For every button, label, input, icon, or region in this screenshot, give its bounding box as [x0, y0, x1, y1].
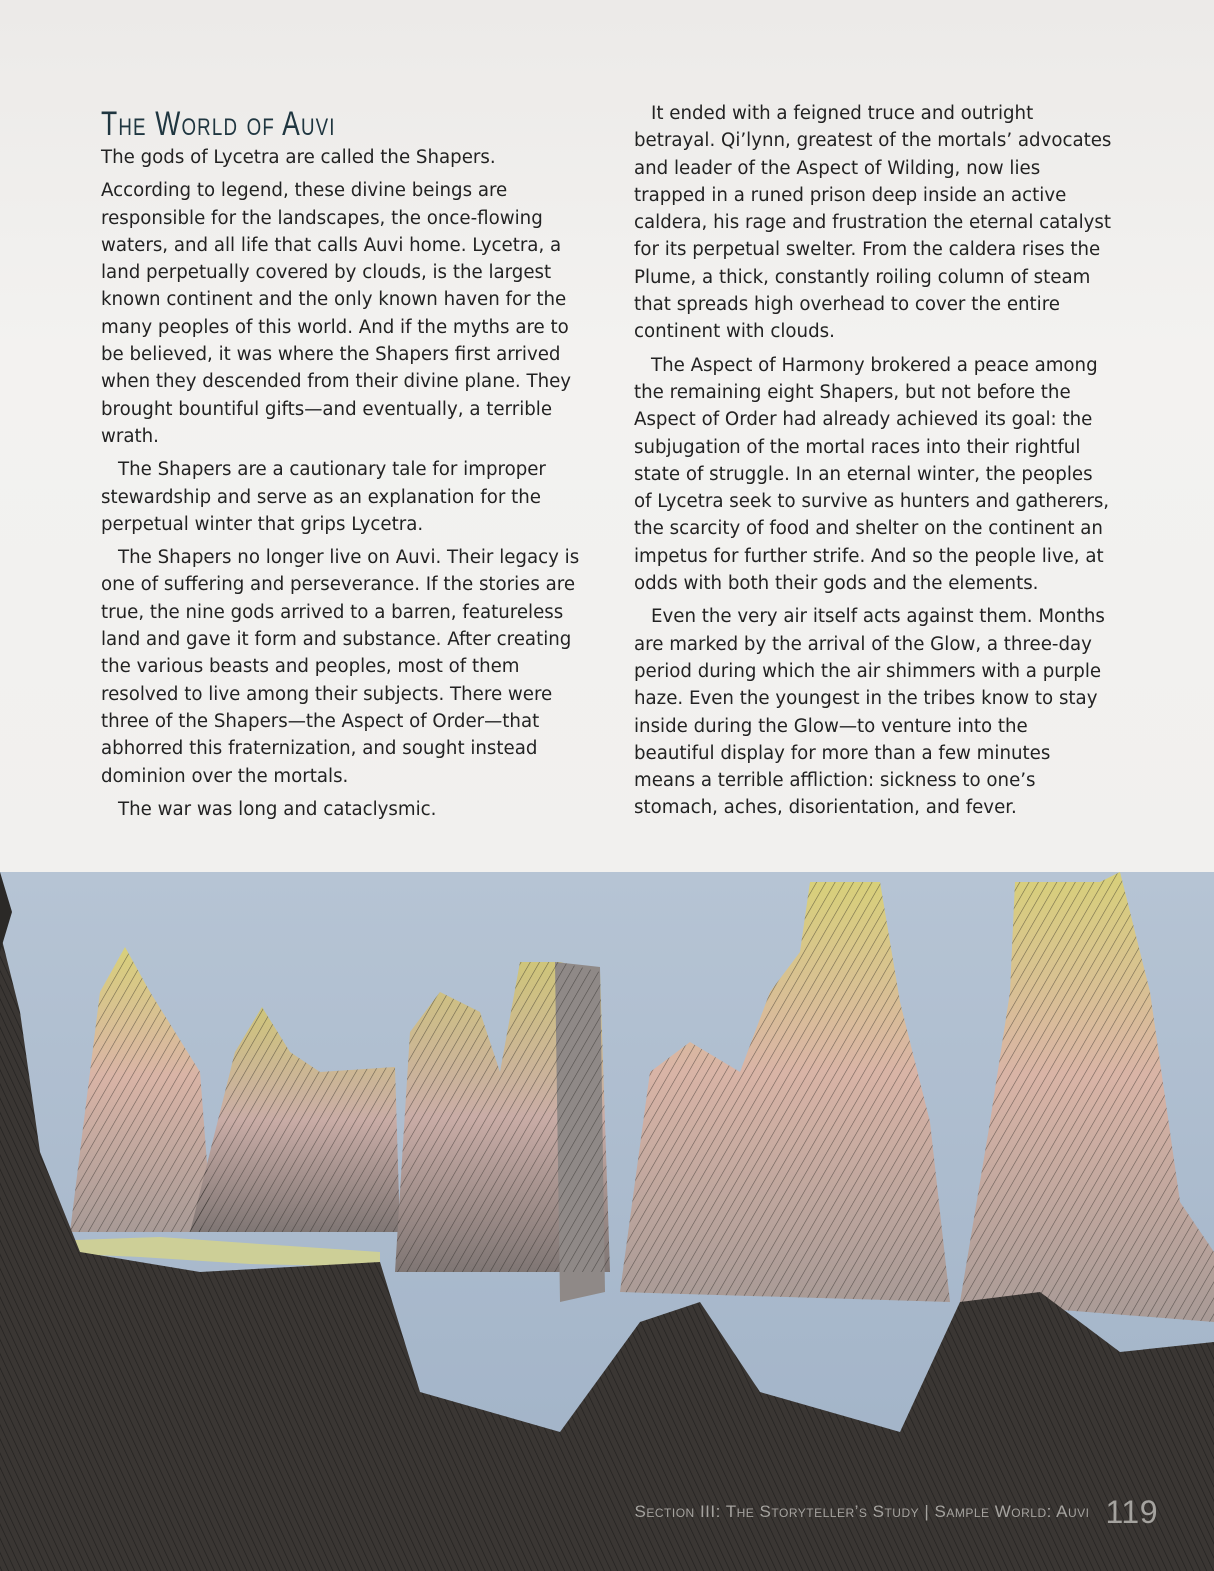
paragraph: It ended with a feigned truce and outright betrayal. Qi’lynn, greatest of the mortals’ advocates and leader of the Aspect of Wilding, now lies trapped in a runed prison deep inside an active caldera, his rage and frustration the eternal catalyst for its perpetual swelter. From the caldera rises the Plume, a thick, constantly roiling column of steam that spreads high overhead to cover the entire continent with clouds.: [634, 103, 1112, 343]
right-column: [634, 100, 1114, 828]
landscape-illustration: [0, 872, 1214, 1571]
paragraph: Even the very air itself acts against them. Months are marked by the arrival of the Glow, a three-day period during which the air shimmers with a purple haze. Even the youngest in the tribes know to stay inside during the Glow—to venture into the beautiful display for more than a few minutes means a terrible affliction: sickness to one’s stomach, aches, disorientation, and fever.: [634, 606, 1105, 819]
left-column: [101, 100, 581, 829]
page-number: 119: [1105, 1494, 1158, 1530]
paragraph: The Aspect of Harmony brokered a peace among the remaining eight Shapers, but not before the Aspect of Order had already achieved its goal: the subjugation of the mortal races into their rightful state of struggle. In an eternal winter, the peoples of Lycetra seek to survive as hunters and gatherers, the scarcity of food and shelter on the continent an impetus for further strife. And so the people live, at odds with both their gods and the elements.: [634, 354, 1110, 595]
running-head: Section III: The Storyteller’s Study | Sample World: Auvi: [634, 1501, 1090, 1521]
paragraph: The war was long and cataclysmic.: [118, 798, 437, 820]
paragraph: The Shapers no longer live on Auvi. Their legacy is one of suffering and perseverance. If the stories are true, the nine gods arrived to a barren, featureless land and gave it form and substance. After creating the various beasts and peoples, most of them resolved to live among their subjects. There were three of the Shapers—the Aspect of Order—that abhorred this fraternization, and sought instead dominion over the mortals.: [101, 547, 580, 787]
paragraph: According to legend, these divine beings are responsible for the landscapes, the once-flowing waters, and all life that calls Auvi home. Lycetra, a land perpetually covered by clouds, is the largest known continent and the only known haven for the many peoples of this world. And if the myths are to be believed, it was where the Shapers first arrived when they descended from their divine plane. They brought bountiful gifts—and eventually, a terrible wrath.: [101, 180, 572, 447]
paragraph: The gods of Lycetra are called the Shapers.: [101, 147, 496, 168]
page-footer: [635, 1494, 1158, 1531]
section-title: The World of Auvi: [101, 105, 336, 143]
paragraph: The Shapers are a cautionary tale for improper stewardship and serve as an explanation for the perpetual winter that grips Lycetra.: [101, 459, 546, 535]
